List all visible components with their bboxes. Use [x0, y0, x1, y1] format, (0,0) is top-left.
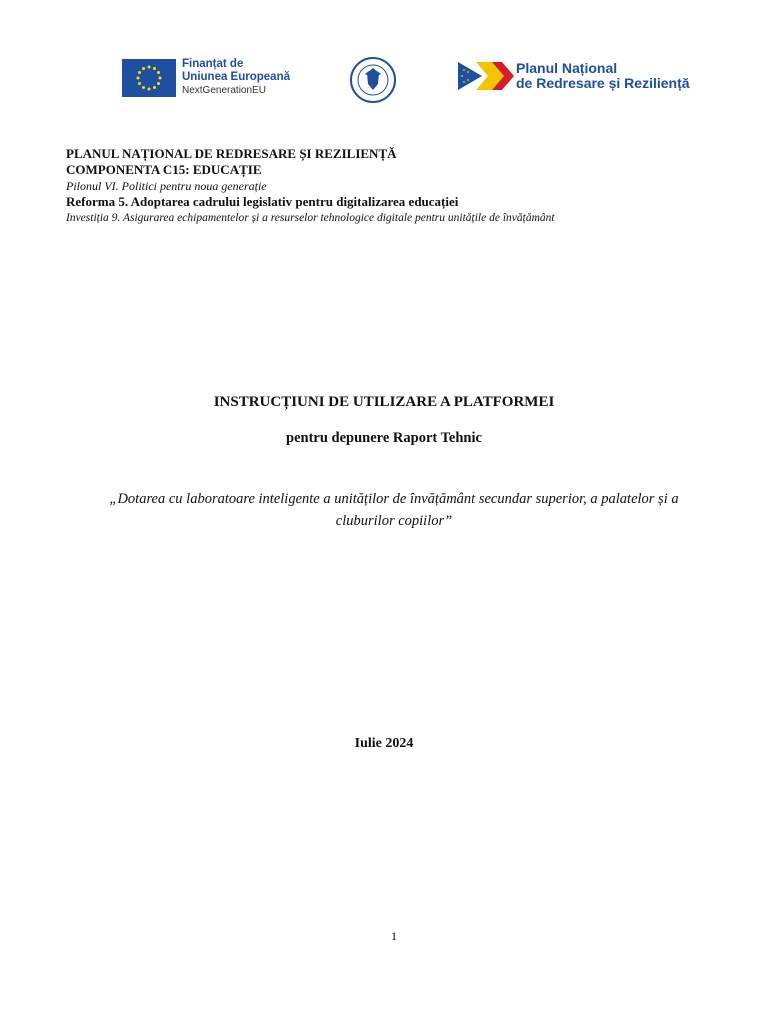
- document-title: INSTRUCȚIUNI DE UTILIZARE A PLATFORMEI: [213, 394, 555, 410]
- eu-funding-logo: [122, 58, 290, 97]
- document-date: Iulie 2024: [354, 736, 414, 751]
- eu-funding-line-1: Finanțat de: [182, 58, 244, 70]
- component-heading: COMPONENTA C15: EDUCAȚIE: [66, 162, 262, 177]
- eu-star-icon: [142, 66, 145, 69]
- eu-star-icon: [157, 71, 160, 74]
- pnrr-logo-line-2: de Redresare și Reziliență: [516, 75, 690, 91]
- pillar-line: Pilonul VI. Politici pentru noua generație: [66, 179, 267, 193]
- eu-funding-text: [182, 58, 290, 97]
- eu-star-icon: [142, 86, 145, 89]
- eu-star-icon: [138, 82, 141, 85]
- pnrr-flag-icon: [458, 60, 514, 92]
- eu-star-icon: [153, 66, 156, 69]
- logo-bar: [0, 56, 768, 106]
- eu-funding-line-3: NextGenerationEU: [182, 85, 266, 96]
- eu-star-icon: [159, 76, 162, 79]
- pnrr-logo-line-1: Planul Național: [516, 60, 618, 76]
- document-header: [66, 146, 706, 226]
- pnrr-logo: [458, 60, 690, 92]
- investment-line: Investiția 9. Asigurarea echipamentelor și a resurselor tehnologice digitale pentru unitățile de învățământ: [66, 212, 555, 224]
- eu-flag-icon: [122, 59, 176, 97]
- eu-star-icon: [137, 76, 140, 79]
- government-seal-icon: [349, 56, 397, 104]
- document-subtitle: pentru depunere Raport Tehnic: [286, 430, 482, 446]
- eu-funding-line-2: Uniunea Europeană: [182, 71, 290, 83]
- eu-star-icon: [153, 86, 156, 89]
- plan-heading: PLANUL NAȚIONAL DE REDRESARE ȘI REZILIENȚĂ: [66, 146, 397, 161]
- eu-star-icon: [148, 65, 151, 68]
- pnrr-logo-text: [516, 61, 690, 91]
- eu-star-icon: [157, 82, 160, 85]
- eu-star-icon: [148, 87, 151, 90]
- reform-line: Reforma 5. Adoptarea cadrului legislativ pentru digitalizarea educației: [66, 194, 459, 209]
- page-number: 1: [391, 929, 397, 943]
- project-quote: „Dotarea cu laboratoare inteligente a unităților de învățământ secundar superior, a palatelor și a cluburilor copiilor”: [109, 491, 679, 529]
- eu-star-icon: [138, 71, 141, 74]
